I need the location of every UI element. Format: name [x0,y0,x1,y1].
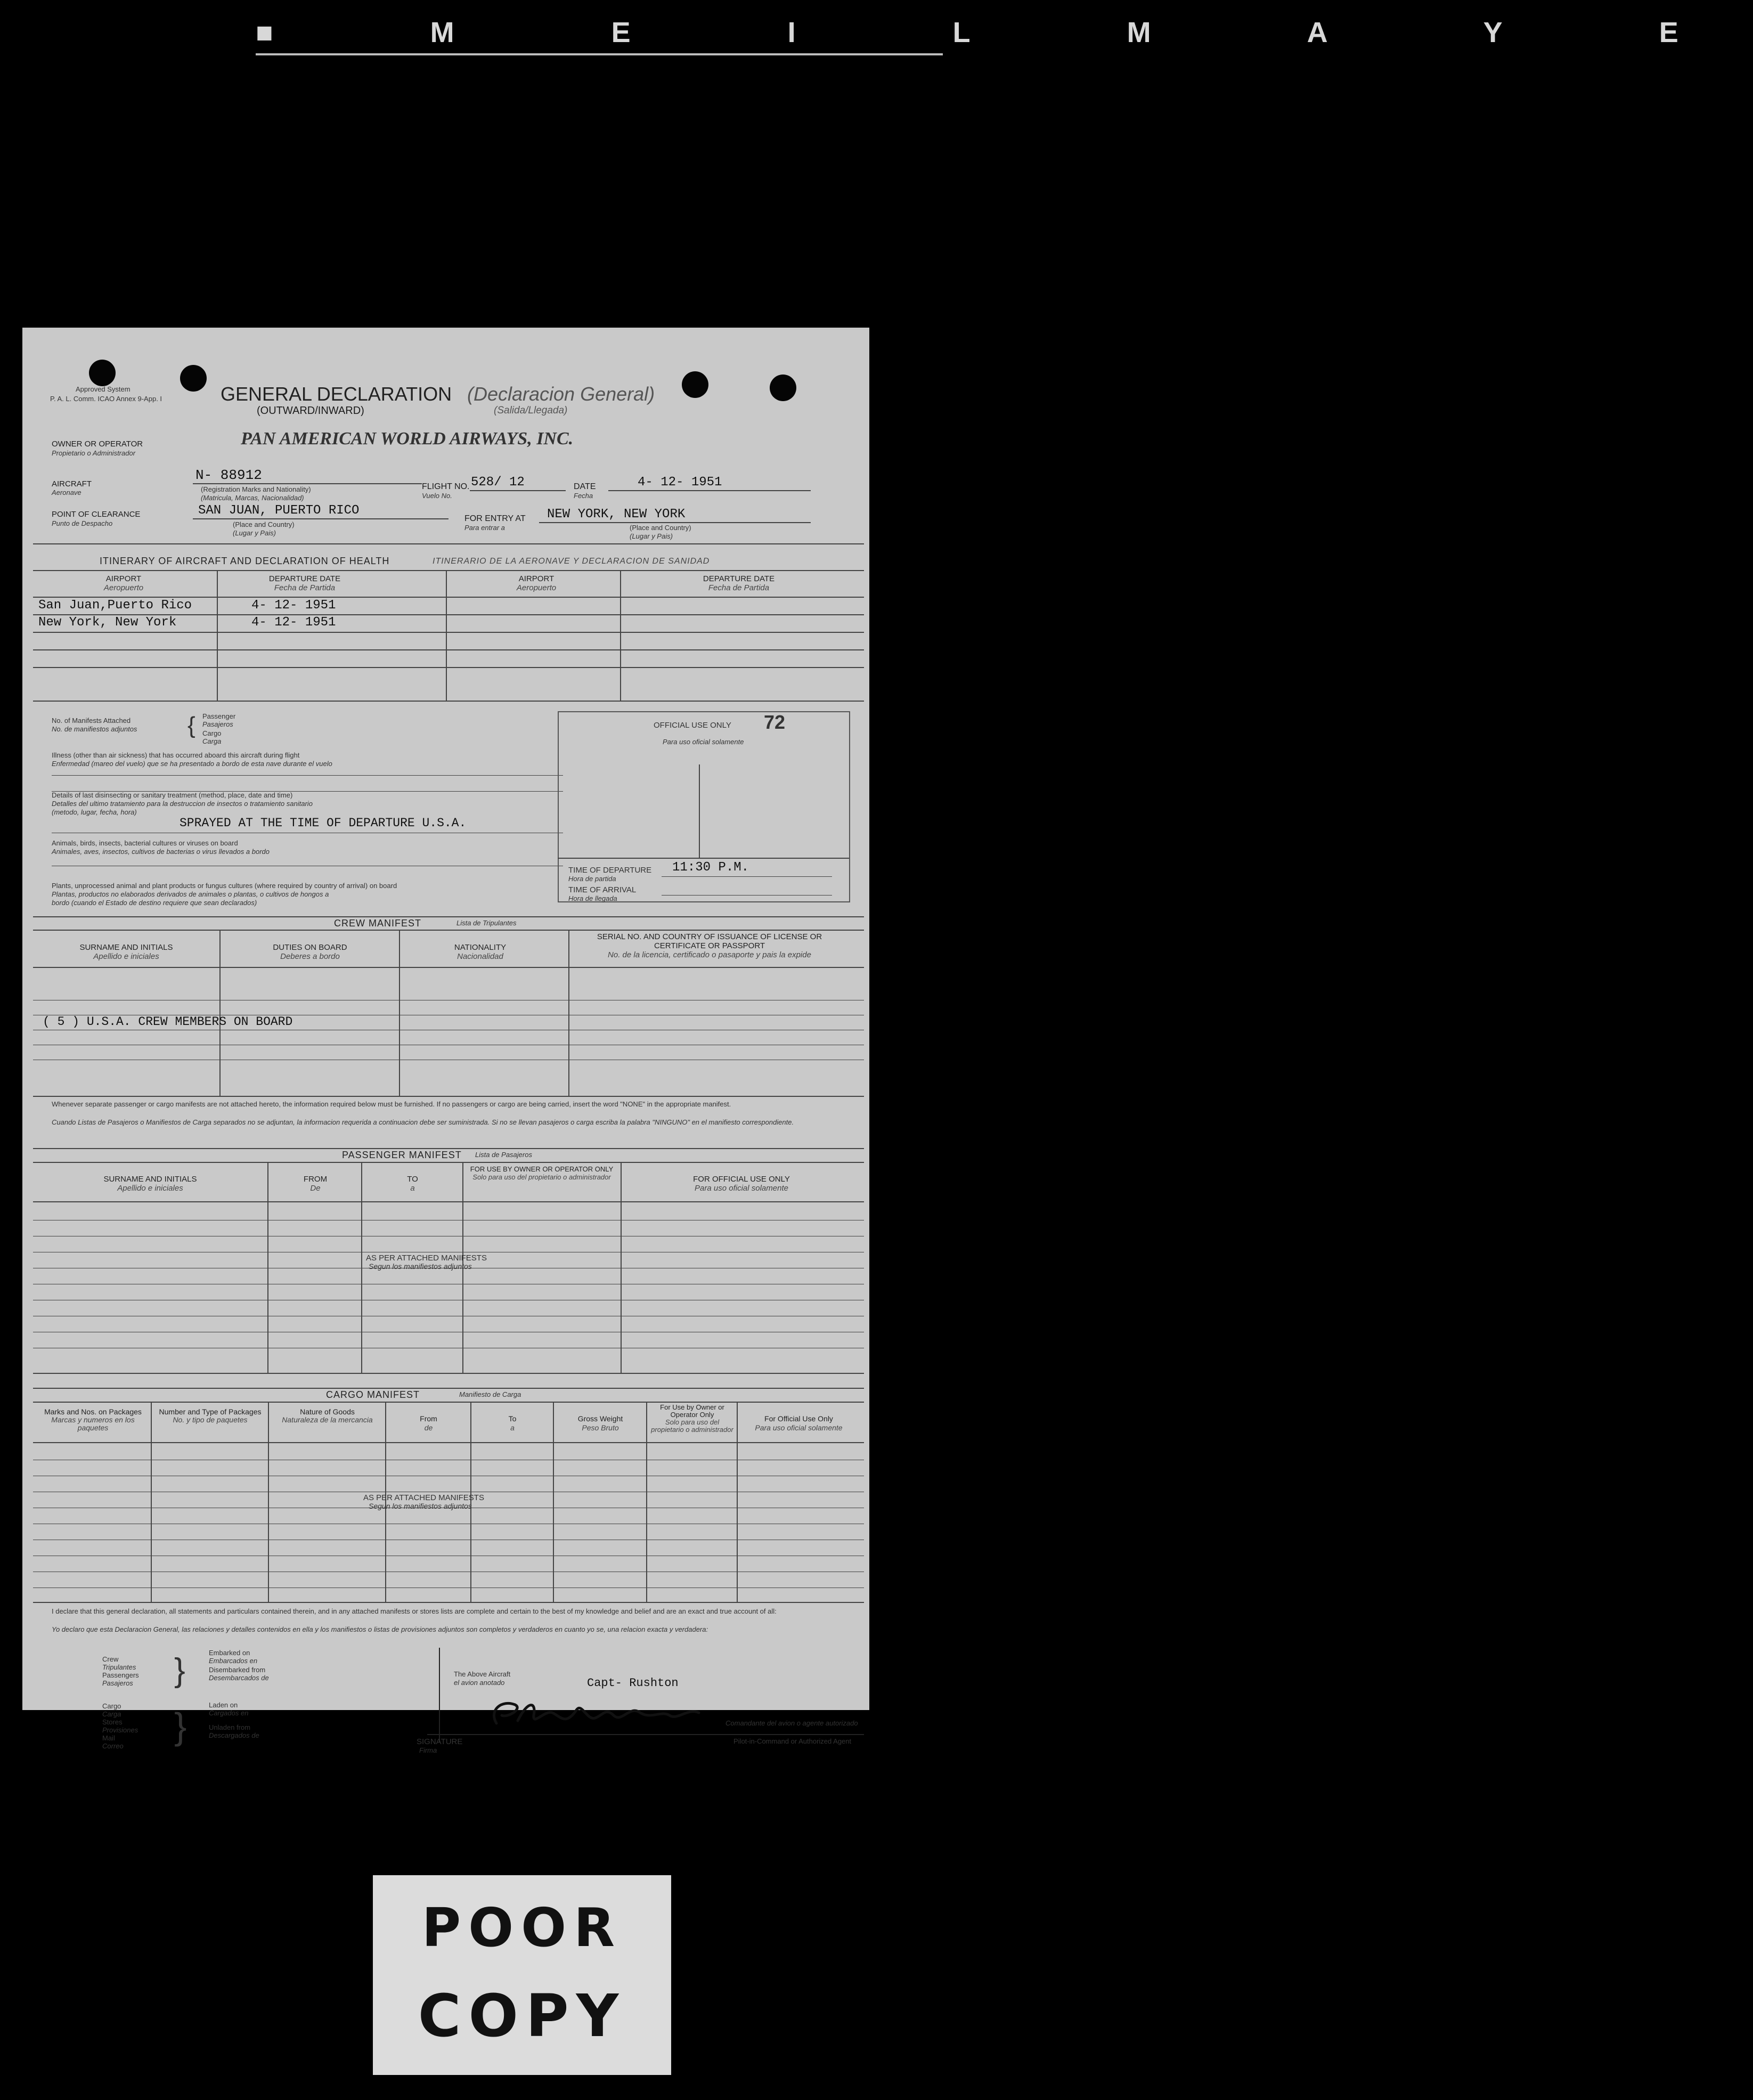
poor-copy-line-2: COPY [418,1982,626,2050]
passenger-title-es: Lista de Pasajeros [475,1151,532,1159]
signature-scrawl [486,1694,720,1734]
clearance-value: SAN JUAN, PUERTO RICO [198,503,360,518]
cargo-header-to: To a [508,1414,517,1432]
brace-glyph: } [174,1705,187,1747]
passenger-header-operator: FOR USE BY OWNER OR OPERATOR ONLY Solo para uso del propietario o administrador [470,1165,614,1181]
entry-value: NEW YORK, NEW YORK [547,507,686,522]
animals-text-es: Animales, aves, insectos, cultivos de bacterias o virus llevados a bordo [52,848,270,856]
clearance-line [193,518,449,519]
entry-line [539,522,811,523]
cargo-bottom-line [33,1602,864,1603]
crew-title-es: Lista de Tripulantes [456,919,517,927]
stores-count-label-es: Provisiones [102,1726,138,1734]
itinerary-header-line [33,570,864,571]
aircraft-label: AIRCRAFT [52,479,92,489]
manifests-cargo-es: Carga [202,737,222,745]
cargo-header-weight: Gross Weight Peso Bruto [577,1414,623,1432]
itinerary-col-divider [446,570,447,701]
cargo-top-line [33,1388,864,1389]
itinerary-row-line [33,667,864,668]
arrival-time-label-es: Hora de llegada [568,894,617,902]
punch-hole [89,360,116,386]
flight-line [470,490,566,491]
whenever-note-es: Cuando Listas de Pasajeros o Manifiestos de Carga separados no se adjuntan, la informacion requerida a continuacion debe ser suministrada. Si no se llevan pasajeros o carga escriba la palabra "NINGUNO" en el manifiesto correspondiente. [52,1118,794,1126]
signature-role-es: Comandante del avion o agente autorizado [725,1719,858,1727]
cargo-col-divider [737,1402,738,1602]
disinsection-text: Details of last disinsecting or sanitary treatment (method, place, date and time) [52,791,293,799]
whenever-note: Whenever separate passenger or cargo manifests are not attached hereto, the information required below must be furnished. If no passengers or cargo are being carried, insert the word "NONE" in the appropriate manifest. [52,1100,731,1108]
clearance-label-es: Punto de Despacho [52,519,113,527]
entry-note-es: (Lugar y Pais) [630,532,673,540]
itinerary-col-divider [217,570,218,701]
cargo-title: CARGO MANIFEST [326,1389,420,1400]
poor-copy-line-1: POOR [421,1896,623,1959]
disinsection-text-es2: (metodo, lugar, fecha, hora) [52,808,137,816]
film-strip-line [256,53,943,55]
cargo-header-official: For Official Use Only Para uso oficial solamente [755,1414,843,1432]
stores-count-label: Stores [102,1718,123,1726]
official-use-divider [699,764,700,858]
manifests-passenger: Passenger [202,712,236,720]
crew-bottom-line [33,1096,864,1097]
brace-glyph: } [174,1652,185,1689]
signature-role: Pilot-in-Command or Authorized Agent [733,1737,852,1745]
passenger-top-line [33,1148,864,1149]
unladen-label: Unladen from [209,1723,251,1731]
cargo-count-label-es: Carga [102,1710,121,1718]
passenger-header-line [33,1162,864,1163]
manifests-cargo: Cargo [202,729,222,737]
aircraft-note-es: (Matricula, Marcas, Nacionalidad) [201,494,304,502]
entry-note: (Place and Country) [630,524,691,532]
cargo-attached-note: AS PER ATTACHED MANIFESTS [363,1493,484,1502]
crew-entry: ( 5 ) U.S.A. CREW MEMBERS ON BOARD [43,1015,293,1029]
itinerary-airport-2: New York, New York [38,615,177,630]
departure-time-value: 11:30 P.M. [672,860,749,875]
mail-count-label-es: Correo [102,1742,124,1750]
general-declaration-document [22,328,869,1754]
crew-header-line [33,930,864,931]
aircraft-label-es: Aeronave [52,489,81,496]
itinerary-bottom-line [33,701,864,702]
poor-copy-card [373,1875,671,2075]
disinsection-value: SPRAYED AT THE TIME OF DEPARTURE U.S.A. [180,816,467,830]
signature-above: The Above Aircraft [454,1670,511,1678]
flight-label-es: Vuelo No. [422,492,452,500]
cargo-title-es: Manifiesto de Carga [459,1390,521,1398]
captain-name: Capt- Rushton [587,1676,679,1690]
owner-label-es: Propietario o Administrador [52,449,136,457]
embarked-label-es: Embarcados en [209,1657,258,1665]
flight-value: 528/ 12 [471,475,525,490]
document-title: GENERAL DECLARATION [221,383,452,405]
itinerary-title-es: ITINERARIO DE LA AERONAVE Y DECLARACION DE SANIDAD [433,557,710,566]
loaded-label-es: Cargados en [209,1709,249,1717]
passenger-header-from: FROM De [303,1175,328,1193]
entry-label-es: Para entrar a [464,524,505,532]
itinerary-date-2: 4- 12- 1951 [251,615,336,630]
itinerary-row-line [33,649,864,650]
passenger-row-line [33,1201,864,1202]
cargo-header-packages: Number and Type of Packages No. y tipo de paquetes [159,1407,262,1424]
crew-count-label: Crew [102,1655,119,1663]
passenger-attached-note-es: Segun los manifiestos adjuntos [369,1262,472,1271]
passenger-title: PASSENGER MANIFEST [342,1150,462,1160]
cargo-header-operator: For Use by Owner or Operator Only Solo para uso del propietario o administrador [651,1403,733,1434]
aircraft-value: N- 88912 [195,467,262,483]
itinerary-airport-1: San Juan,Puerto Rico [38,598,192,613]
disembarked-label: Disembarked from [209,1666,266,1674]
film-strip-letters: ■ M E I L M A Y E [256,17,1753,48]
signature-label: SIGNATURE [417,1737,463,1746]
manifests-label: No. of Manifests Attached [52,717,131,725]
loaded-label: Laden on [209,1701,238,1709]
itinerary-header-date-1: DEPARTURE DATE Fecha de Partida [268,574,341,592]
punch-hole [682,371,708,398]
date-value: 4- 12- 1951 [638,475,722,490]
plants-text: Plants, unprocessed animal and plant products or fungus cultures (where required by country of arrival) on board [52,882,397,890]
signature-line [427,1734,864,1735]
manifests-passenger-es: Pasajeros [202,720,233,728]
departure-time-label-es: Hora de partida [568,875,616,883]
itinerary-header-date-2: DEPARTURE DATE Fecha de Partida [703,574,775,592]
passenger-header-to: TO a [407,1175,418,1193]
crew-row-line [33,967,864,968]
signature-label-es: Firma [419,1746,437,1754]
animals-text: Animals, birds, insects, bacterial cultures or viruses on board [52,839,238,847]
disembarked-label-es: Desembarcados de [209,1674,269,1682]
owner-label: OWNER OR OPERATOR [52,439,143,449]
itinerary-title: ITINERARY OF AIRCRAFT AND DECLARATION OF HEALTH [100,556,390,566]
departure-time-label: TIME OF DEPARTURE [568,866,652,875]
unladen-label-es: Descargados de [209,1731,259,1739]
crew-header-surname: SURNAME AND INITIALS Apellido e iniciales [79,943,173,961]
manifests-label-es: No. de manifiestos adjuntos [52,725,137,733]
cargo-header-marks: Marks and Nos. on Packages Marcas y numeros en los paquetes [44,1407,142,1432]
cargo-header-line [33,1402,864,1403]
passenger-header-official: FOR OFFICIAL USE ONLY Para uso oficial solamente [693,1175,790,1193]
clearance-note: (Place and Country) [233,520,295,528]
itinerary-col-divider [620,570,621,701]
flight-label: FLIGHT NO. [422,482,470,491]
official-use-label: OFFICIAL USE ONLY [654,721,731,730]
passengers-count-label-es: Pasajeros [102,1679,133,1687]
itinerary-header-airport-1: AIRPORT Aeropuerto [103,574,144,592]
passenger-bottom-line [33,1373,864,1374]
departure-time-line [662,876,832,877]
signature-bracket [439,1648,440,1743]
aircraft-line [193,483,422,484]
cargo-col-divider [268,1402,269,1602]
itinerary-top-line [33,543,864,544]
cargo-count-label: Cargo [102,1702,121,1710]
official-stamp-number: 72 [764,711,786,733]
crew-top-line [33,916,864,917]
clearance-note-es: (Lugar y Pais) [233,529,276,537]
illness-text-es: Enfermedad (mareo del vuelo) que se ha presentado a bordo de esta nave durante el vuelo [52,760,332,768]
embarked-label: Embarked on [209,1649,250,1657]
crew-header-nationality: NATIONALITY Nacionalidad [454,943,507,961]
passenger-col-divider [621,1162,622,1373]
passenger-attached-note: AS PER ATTACHED MANIFESTS [366,1254,487,1263]
cargo-col-divider [646,1402,647,1602]
document-title-es: (Declaracion General) [467,383,655,405]
cargo-attached-note-es: Segun los manifiestos adjuntos [369,1502,472,1510]
crew-title: CREW MANIFEST [334,918,421,929]
cargo-row-line [33,1442,864,1443]
itinerary-row-line [33,632,864,633]
signature-above-es: el avion anotado [454,1679,505,1687]
entry-label: FOR ENTRY AT [464,514,526,523]
arrival-time-label: TIME OF ARRIVAL [568,885,637,894]
mail-count-label: Mail [102,1734,115,1742]
crew-header-serial: SERIAL NO. AND COUNTRY OF ISSUANCE OF LICENSE OR CERTIFICATE OR PASSPORT No. de la licencia, certificado o pasaporte y pais la expide [597,932,822,959]
aircraft-note: (Registration Marks and Nationality) [201,485,311,493]
cargo-header-from: From de [420,1414,437,1432]
disinsection-text-es: Detalles del ultimo tratamiento para la destruccion de insectos o tratamiento sanitario [52,800,313,808]
plants-text-es: Plantas, productos no elaborados derivados de animales o plantas, o cultivos de hongos a [52,890,329,898]
crew-col-divider [219,930,221,1096]
approved-system-label: Approved System [76,385,131,393]
direction-label-es: (Salida/Llegada) [494,405,568,416]
declaration-text: I declare that this general declaration, all statements and particulars contained therein, and in any attached manifests or stores lists are complete and certain to the best of my knowledge and belief and are an exact and true account of all: [52,1607,777,1615]
declaration-text-es: Yo declaro que esta Declaracion General, las relaciones y detalles contenidos en ella y los manifiestos o listas de provisiones adjuntos son completos y verdaderos en cuanto yo se, una relacion exacta y verdadera: [52,1625,708,1633]
itinerary-header-airport-2: AIRPORT Aeropuerto [516,574,557,592]
itinerary-date-1: 4- 12- 1951 [251,598,336,613]
crew-header-duties: DUTIES ON BOARD Deberes a bordo [273,943,347,961]
plants-text-es2: bordo (cuando el Estado de destino requiere que sean declarados) [52,899,257,907]
official-use-divider-h [558,858,849,859]
crew-col-divider [399,930,400,1096]
illness-text: Illness (other than air sickness) that has occurred aboard this aircraft during flight [52,751,300,759]
cargo-col-divider [151,1402,152,1602]
brace-glyph: { [187,712,195,738]
crew-count-label-es: Tripulantes [102,1663,136,1671]
passenger-col-divider [267,1162,268,1373]
approved-system-sub: P. A. L. Comm. ICAO Annex 9-App. I [50,395,162,403]
arrival-time-line [662,895,832,896]
passenger-header-surname: SURNAME AND INITIALS Apellido e iniciales [103,1175,197,1193]
punch-hole [770,375,796,401]
date-label: DATE [574,482,596,491]
passengers-count-label: Passengers [102,1671,139,1679]
direction-label: (OUTWARD/INWARD) [257,405,364,417]
punch-hole [180,365,207,392]
cargo-col-divider [553,1402,554,1602]
clearance-label: POINT OF CLEARANCE [52,510,141,519]
passenger-col-divider [361,1162,362,1373]
crew-col-divider [568,930,569,1096]
illness-line [52,775,563,776]
date-label-es: Fecha [574,492,593,500]
date-line [608,490,811,491]
owner-value: PAN AMERICAN WORLD AIRWAYS, INC. [241,429,574,449]
official-use-label-es: Para uso oficial solamente [663,738,744,746]
itinerary-row-line [33,597,864,598]
cargo-header-nature: Nature of Goods Naturaleza de la mercancia [282,1407,373,1424]
